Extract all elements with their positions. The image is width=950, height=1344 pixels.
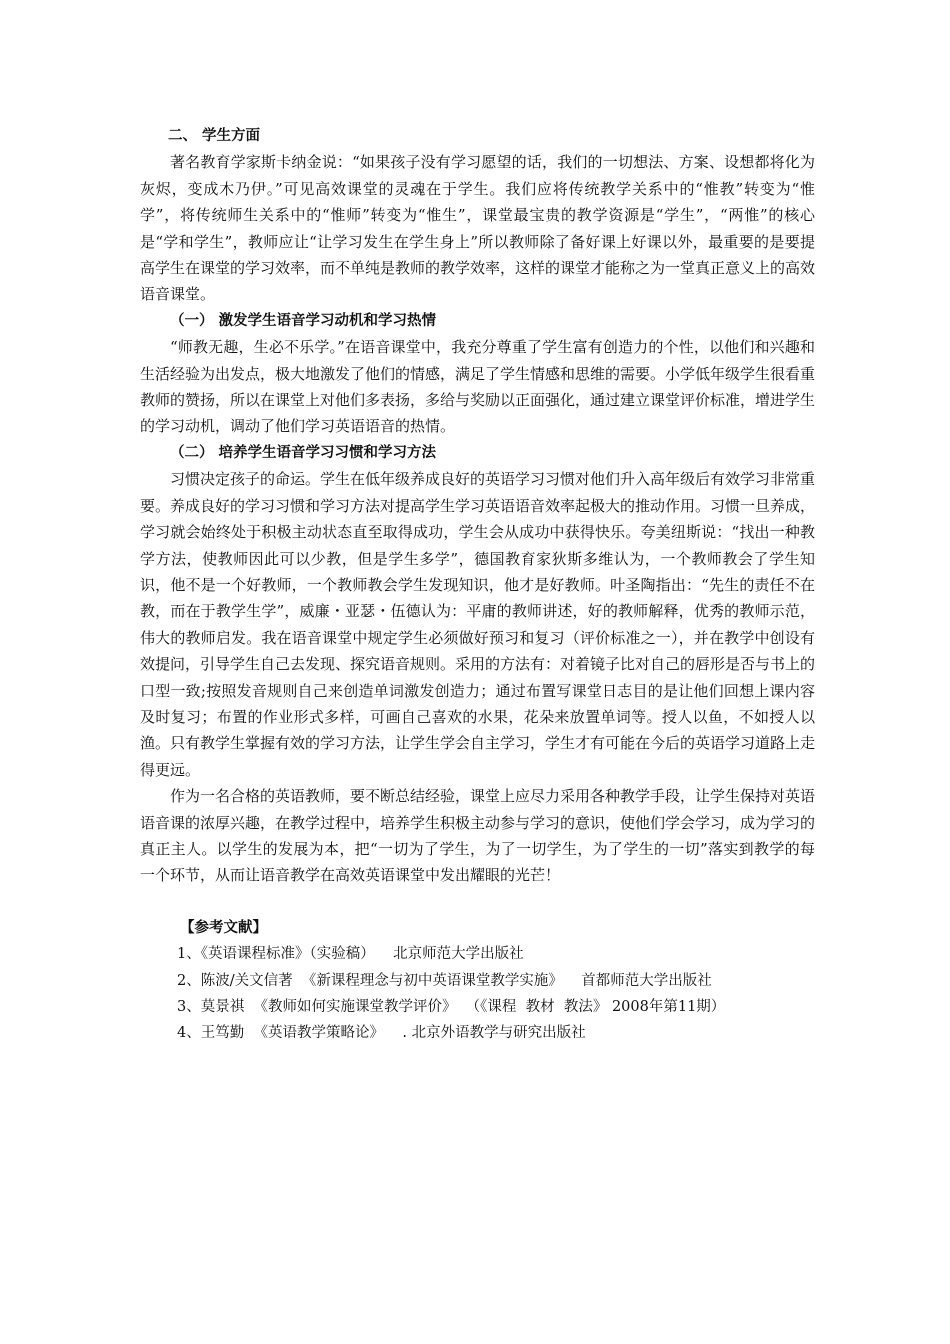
intro-paragraph: 著名教育学家斯卡纳金说：“如果孩子没有学习愿望的话，我们的一切想法、方案、设想都将化为灰烬，变成木乃伊。”可见高效课堂的灵魂在于学生。我们应将传统教学关系中的“惟教”转变为“惟学”，将传统师生关系中的“惟师”转变为“惟生”，课堂最宝贵的教学资源是“学生”，“两惟”的核心是“学和学生”，教师应让“让学习发生在学生身上”所以教师除了备好课上好课以外，最重要的是要提高学生在课堂的学习效率，而不单纯是教师的教学效率，这样的课堂才能称之为一堂真正意义上的高效语音课堂。 (140, 153, 816, 304)
subsection-1-heading: （一） 激发学生语音学习动机和学习热情 (170, 312, 437, 329)
reference-item: 1、《英语课程标准》（实验稿） 北京师范大学出版社 (177, 946, 524, 963)
references-title: 【参考文献】 (180, 919, 267, 936)
blank-line (140, 889, 815, 915)
subsection-2-heading: （二） 培养学生语音学习习惯和学习方法 (170, 444, 437, 461)
reference-item: 4、王笃勤 《英语教学策略论》 . 北京外语教学与研究出版社 (177, 1025, 586, 1042)
subsection-1-paragraph: “师教无趣，生必不乐学。”在语音课堂中，我充分尊重了学生富有创造力的个性，以他们和兴趣和生活经验为出发点，极大地激发了他们的情感，满足了学生情感和思维的需要。小学低年级学生很看重教师的赞扬，所以在课堂上对他们多表扬，多给与奖励以正面强化，通过建立课堂评价标准，增进学生的学习动机，调动了他们学习英语语音的热情。 (140, 338, 816, 436)
reference-item: 2、陈波/关文信著 《新课程理念与初中英语课堂教学实施》 首都师范大学出版社 (177, 972, 712, 989)
section-heading: 二、 学生方面 (168, 128, 261, 144)
document-body (140, 123, 815, 1047)
conclusion-paragraph: 作为一名合格的英语教师，要不断总结经验，课堂上应尽力采用各种教学手段，让学生保持对英语语音课的浓厚兴趣，在教学过程中，培养学生积极主动参与学习的意识，使他们学会学习，成为学习的真正主人。以学生的发展为本，把“一切为了学生，为了一切学生，为了学生的一切”落实到教学的每一个环节，从而让语音教学在高效英语课堂中发出耀眼的光芒！ (140, 787, 816, 885)
subsection-2-paragraph: 习惯决定孩子的命运。学生在低年级养成良好的英语学习习惯对他们升入高年级后有效学习非常重要。养成良好的学习习惯和学习方法对提高学生学习英语语音效率起极大的推动作用。习惯一旦养成，学习就会始终处于积极主动状态直至取得成功，学生会从成功中获得快乐。夸美纽斯说：“找出一种教学方法，使教师因此可以少教，但是学生多学”，德国教育家狄斯多维认为，一个教师教会了学生知识，他不是一个好教师，一个教师教会学生发现知识，他才是好教师。叶圣陶指出：“先生的责任不在教，而在于教学生学”，威廉・亚瑟・伍德认为：平庸的教师讲述，好的教师解释，优秀的教师示范，伟大的教师启发。我在语音课堂中规定学生必须做好预习和复习（评价标准之一），并在教学中创设有效提问，引导学生自己去发现、探究语音规则。采用的方法有：对着镜子比对自己的唇形是否与书上的口型一致;按照发音规则自己来创造单词激发创造力；通过布置写课堂日志目的是让他们回想上课内容及时复习；布置的作业形式多样，可画自己喜欢的水果，花朵来放置单词等。授人以鱼，不如授人以渔。只有教学生掌握有效的学习方法，让学生学会自主学习，学生才有可能在今后的英语学习道路上走得更远。 (140, 470, 816, 779)
reference-item: 3、莫景祺 《教师如何实施课堂教学评价》 （《课程 教材 教法》 2008年第11期） (177, 999, 726, 1015)
